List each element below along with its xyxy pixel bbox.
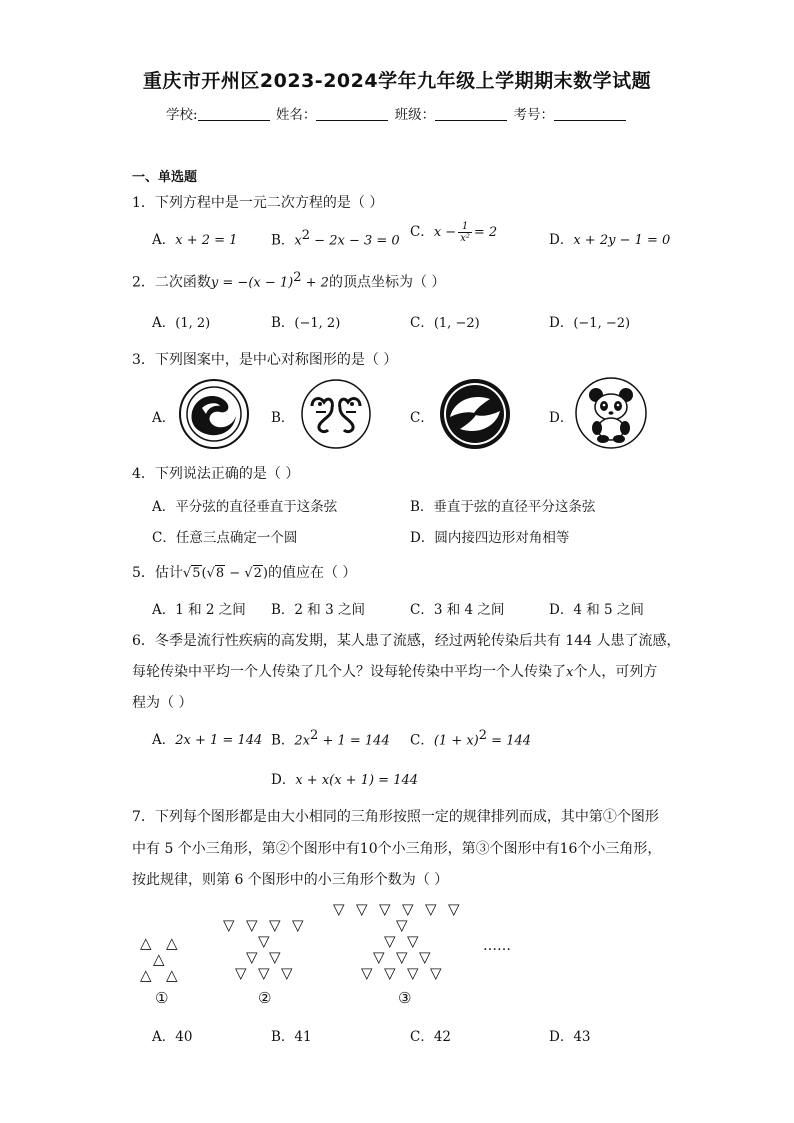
triangle-down-icon: ▽ bbox=[356, 900, 368, 918]
q6-option-c: C．$(1 + x)^2 = 144$ bbox=[410, 728, 532, 749]
school-label: 学校: bbox=[166, 107, 198, 123]
q7-line-2: 中有 5 个小三角形，第②个图形中有10个小三角形，第③个图形中有16个小三角形， bbox=[132, 841, 662, 857]
q7-option-b: B．41 bbox=[271, 1029, 312, 1045]
q3-option-b-label: B． bbox=[271, 410, 295, 426]
q5-stem: 5．估计√5(√8 − √2)的值应在（ ） bbox=[132, 565, 357, 581]
q5-option-c: C．3 和 4 之间 bbox=[410, 602, 505, 618]
triangle-down-icon: ▽ bbox=[223, 916, 235, 934]
q1-option-c: C．x − $\frac{1}{\text{x²}}$ = 2 bbox=[410, 221, 498, 244]
triangle-down-icon: ▽ bbox=[419, 948, 431, 966]
q3-stem: 3．下列图案中，是中心对称图形的是（ ） bbox=[132, 352, 398, 368]
q3-option-d-label: D． bbox=[549, 410, 574, 426]
triangle-down-icon: ▽ bbox=[269, 948, 281, 966]
triangle-down-icon: ▽ bbox=[281, 964, 293, 982]
q1-stem: 1．下列方程中是一元二次方程的是（ ） bbox=[132, 195, 384, 211]
triangle-up-icon: △ bbox=[166, 934, 178, 952]
figure-2-label: ② bbox=[258, 989, 272, 1007]
q2-option-c: C．(1, −2) bbox=[410, 315, 480, 331]
triangle-up-icon: △ bbox=[140, 934, 152, 952]
emblem-b-image bbox=[298, 378, 374, 450]
q4-stem: 4．下列说法正确的是（ ） bbox=[132, 466, 300, 482]
triangle-down-icon: ▽ bbox=[235, 964, 247, 982]
q2-option-a: A．(1, 2) bbox=[152, 315, 211, 331]
number-label: 考号： bbox=[513, 107, 554, 123]
q4-option-b: B．垂直于弦的直径平分这条弦 bbox=[410, 499, 596, 515]
q2-stem: 2．二次函数$y = -(x - 1)^2 + 2$的顶点坐标为（ ） bbox=[132, 270, 446, 291]
q3-option-a-label: A． bbox=[152, 410, 176, 426]
q6-option-d: D．x + x(x + 1) = 144 bbox=[271, 772, 419, 788]
class-blank bbox=[435, 106, 507, 121]
school-blank bbox=[198, 106, 270, 121]
triangle-down-icon: ▽ bbox=[448, 900, 460, 918]
q6-line-2: 每轮传染中平均一个人传染了几个人？设每轮传染中平均一个人传染了x个人，可列方 bbox=[132, 664, 658, 680]
section-heading: 一、单选题 bbox=[132, 170, 198, 185]
triangle-down-icon: ▽ bbox=[407, 932, 419, 950]
q6-option-a: A．2x + 1 = 144 bbox=[152, 732, 263, 748]
pattern-ellipsis: …… bbox=[483, 938, 511, 954]
q4-option-c: C．任意三点确定一个圆 bbox=[152, 530, 298, 546]
triangle-down-icon: ▽ bbox=[373, 948, 385, 966]
triangle-down-icon: ▽ bbox=[292, 916, 304, 934]
triangle-down-icon: ▽ bbox=[384, 964, 396, 982]
q5-option-b: B．2 和 3 之间 bbox=[271, 602, 365, 618]
triangle-up-icon: △ bbox=[140, 966, 152, 984]
triangle-down-icon: ▽ bbox=[402, 900, 414, 918]
q7-option-a: A．40 bbox=[152, 1029, 193, 1045]
triangle-down-icon: ▽ bbox=[258, 932, 270, 950]
triangle-down-icon: ▽ bbox=[407, 964, 419, 982]
figure-3-label: ③ bbox=[398, 989, 412, 1007]
q1-option-d: D．x + 2y − 1 = 0 bbox=[549, 232, 671, 248]
q6-option-b: B．$2x^2 + 1 = 144$ bbox=[271, 728, 390, 749]
q6-line-1: 6．冬季是流行性疾病的高发期，某人患了流感，经过两轮传染后共有 144 人患了流感， bbox=[132, 633, 681, 649]
q4-option-d: D．圆内接四边形对角相等 bbox=[410, 530, 570, 546]
triangle-down-icon: ▽ bbox=[384, 932, 396, 950]
figure-1-label: ① bbox=[155, 989, 169, 1007]
q7-line-3: 按此规律，则第 6 个图形中的小三角形个数为（ ） bbox=[132, 872, 449, 888]
triangle-down-icon: ▽ bbox=[425, 900, 437, 918]
triangle-down-icon: ▽ bbox=[396, 948, 408, 966]
q7-option-d: D．43 bbox=[549, 1029, 591, 1045]
q5-option-a: A．1 和 2 之间 bbox=[152, 602, 246, 618]
triangle-down-icon: ▽ bbox=[361, 964, 373, 982]
name-label: 姓名： bbox=[275, 107, 317, 123]
triangle-down-icon: ▽ bbox=[396, 916, 408, 934]
q1-option-a: A．x + 2 = 1 bbox=[152, 232, 238, 248]
name-blank bbox=[316, 106, 388, 121]
q7-option-c: C．42 bbox=[410, 1029, 452, 1045]
triangle-down-icon: ▽ bbox=[333, 900, 345, 918]
triangle-down-icon: ▽ bbox=[258, 964, 270, 982]
triangle-up-icon: △ bbox=[153, 950, 165, 968]
number-blank bbox=[554, 106, 626, 121]
q2-option-d: D．(−1, −2) bbox=[549, 315, 631, 331]
q4-option-a: A．平分弦的直径垂直于这条弦 bbox=[152, 499, 338, 515]
triangle-down-icon: ▽ bbox=[430, 964, 442, 982]
q3-option-c-label: C． bbox=[410, 410, 434, 426]
emblem-c-image bbox=[438, 377, 512, 451]
emblem-a-image bbox=[178, 378, 250, 450]
triangle-down-icon: ▽ bbox=[246, 948, 258, 966]
q2-option-b: B．(−1, 2) bbox=[271, 315, 341, 331]
triangle-down-icon: ▽ bbox=[269, 916, 281, 934]
q7-line-1: 7．下列每个图形都是由大小相同的三角形按照一定的规律排列而成，其中第①个图形 bbox=[132, 809, 659, 825]
triangle-up-icon: △ bbox=[166, 966, 178, 984]
class-label: 班级： bbox=[394, 107, 436, 123]
emblem-d-panda-image bbox=[574, 376, 648, 450]
q5-option-d: D．4 和 5 之间 bbox=[549, 602, 644, 618]
q1-option-b: B．$x^2 - 2x - 3 = 0$ bbox=[271, 228, 400, 249]
triangle-down-icon: ▽ bbox=[379, 900, 391, 918]
triangle-down-icon: ▽ bbox=[246, 916, 258, 934]
student-info-line bbox=[0, 103, 794, 123]
page-title: 重庆市开州区2023-2024学年九年级上学期期末数学试题 bbox=[142, 70, 652, 92]
q6-line-3: 程为（ ） bbox=[132, 695, 193, 711]
